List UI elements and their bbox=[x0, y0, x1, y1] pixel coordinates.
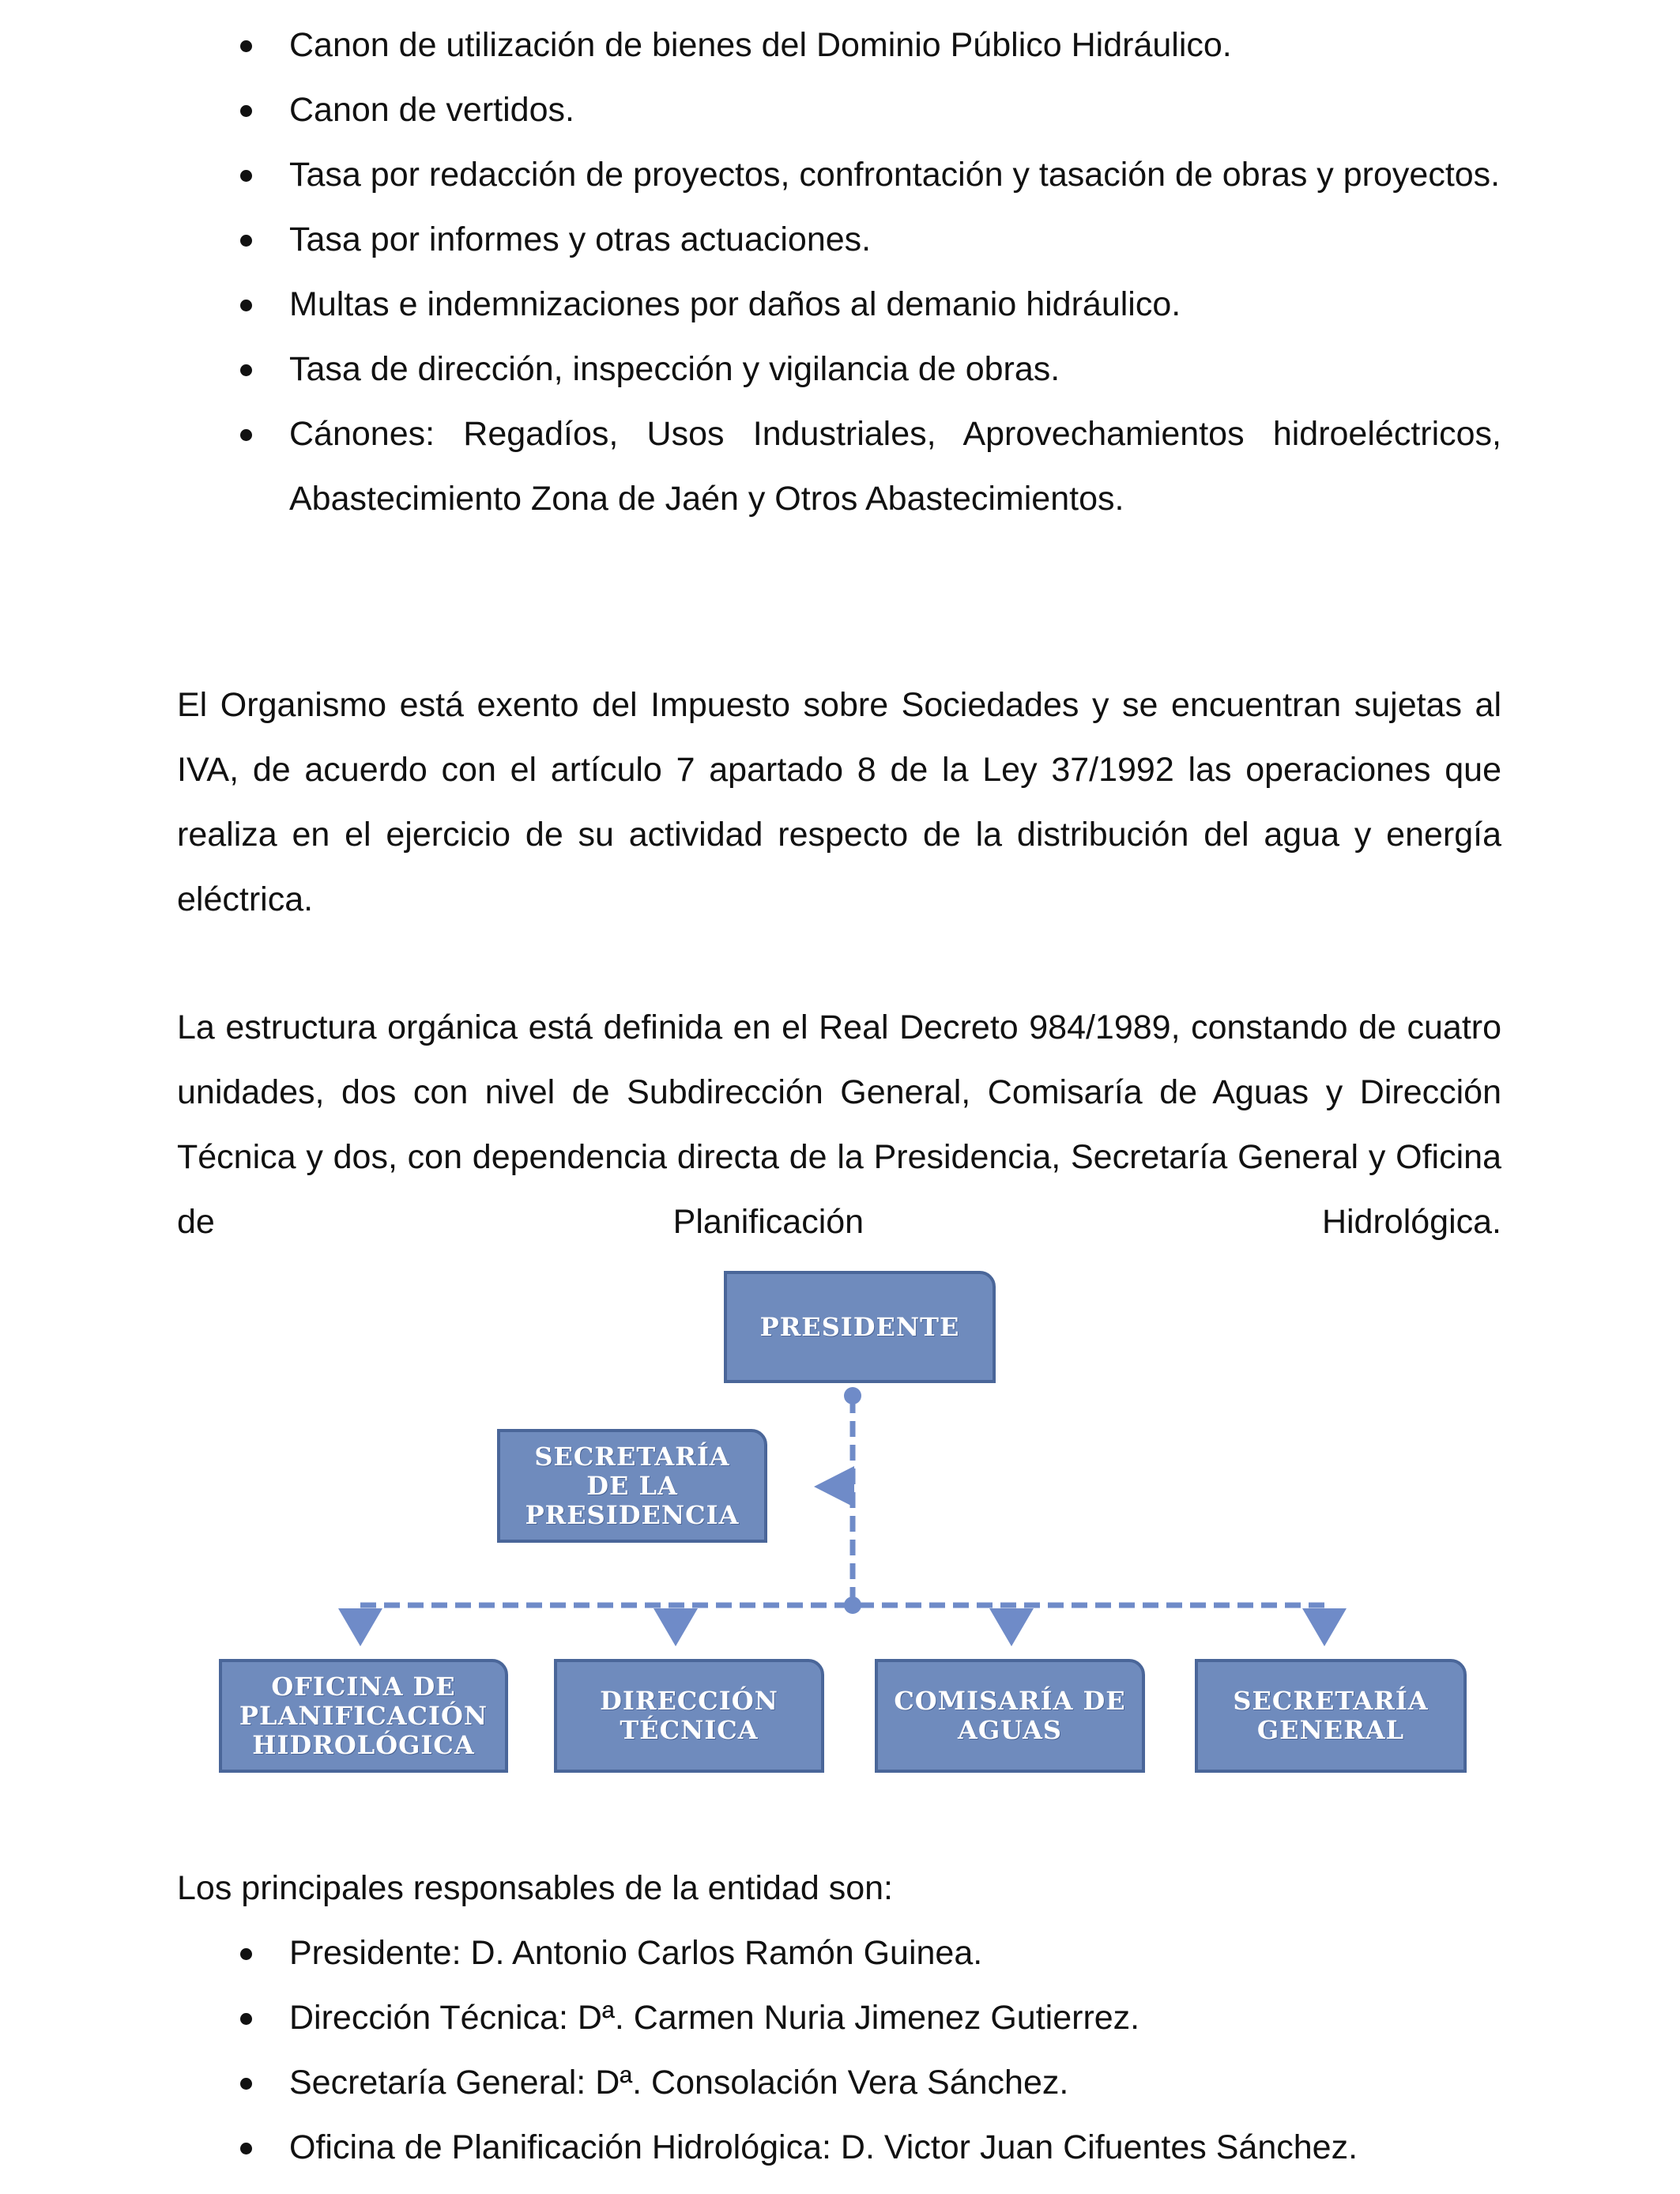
box-secretaria-general: SECRETARÍA GENERAL bbox=[1195, 1659, 1467, 1773]
list-item: Multas e indemnizaciones por daños al demanio hidráulico. bbox=[289, 272, 1501, 337]
assistant-arrow-icon bbox=[814, 1466, 854, 1507]
box-presidente: PRESIDENTE bbox=[724, 1271, 996, 1383]
list-item: Tasa por redacción de proyectos, confrontación y tasación de obras y proyectos. bbox=[289, 142, 1501, 207]
paragraph-exencion: El Organismo está exento del Impuesto sobre Sociedades y se encuentran sujetas al IVA, de acuerdo con el artículo 7 apartado 8 de la Ley 37/1992 las operaciones que realiza en el ejercicio de su actividad respecto de la distribución del agua y energía eléctrica. bbox=[177, 686, 1501, 918]
box-secretaria-presidencia: SECRETARÍA DE LA PRESIDENCIA bbox=[497, 1429, 767, 1543]
box-comisaria-aguas: COMISARÍA DE AGUAS bbox=[875, 1659, 1145, 1773]
arrow-down-icon bbox=[989, 1608, 1034, 1646]
list-item: Tasa por informes y otras actuaciones. bbox=[289, 207, 1501, 272]
responsables-list bbox=[289, 1921, 1501, 2180]
list-item: Secretaría General: Dª. Consolación Vera Sánchez. bbox=[289, 2050, 1501, 2115]
list-item: Dirección Técnica: Dª. Carmen Nuria Jimenez Gutierrez. bbox=[289, 1985, 1501, 2050]
box-oficina-planificacion: OFICINA DE PLANIFICACIÓN HIDROLÓGICA bbox=[219, 1659, 508, 1773]
connector-dot-junction bbox=[844, 1596, 861, 1614]
list-item: Presidente: D. Antonio Carlos Ramón Guinea. bbox=[289, 1921, 1501, 1985]
responsables-intro: Los principales responsables de la entidad son: bbox=[177, 1869, 893, 1907]
arrow-down-icon bbox=[1302, 1608, 1347, 1646]
list-item: Canon de utilización de bienes del Dominio Público Hidráulico. bbox=[289, 13, 1501, 77]
box-direccion-tecnica: DIRECCIÓN TÉCNICA bbox=[554, 1659, 824, 1773]
connector-dot-top bbox=[844, 1387, 861, 1404]
list-item: Cánones: Regadíos, Usos Industriales, Aprovechamientos hidroeléctricos, Abastecimiento Zona de Jaén y Otros Abastecimientos. bbox=[289, 401, 1501, 531]
list-item: Oficina de Planificación Hidrológica: D. Victor Juan Cifuentes Sánchez. bbox=[289, 2115, 1501, 2180]
org-chart bbox=[0, 1257, 1680, 1786]
paragraph-estructura: La estructura orgánica está definida en el Real Decreto 984/1989, constando de cuatro unidades, dos con nivel de Subdirección General, Comisaría de Aguas y Dirección Técnica y dos, con dependencia directa de la Presidencia, Secretaría General y Oficina de Planificación Hidrológica. bbox=[177, 1008, 1501, 1241]
arrow-down-icon bbox=[654, 1608, 698, 1646]
ingresos-list bbox=[289, 13, 1501, 531]
list-item: Canon de vertidos. bbox=[289, 77, 1501, 142]
arrow-down-icon bbox=[338, 1608, 382, 1646]
list-item: Tasa de dirección, inspección y vigilancia de obras. bbox=[289, 337, 1501, 401]
